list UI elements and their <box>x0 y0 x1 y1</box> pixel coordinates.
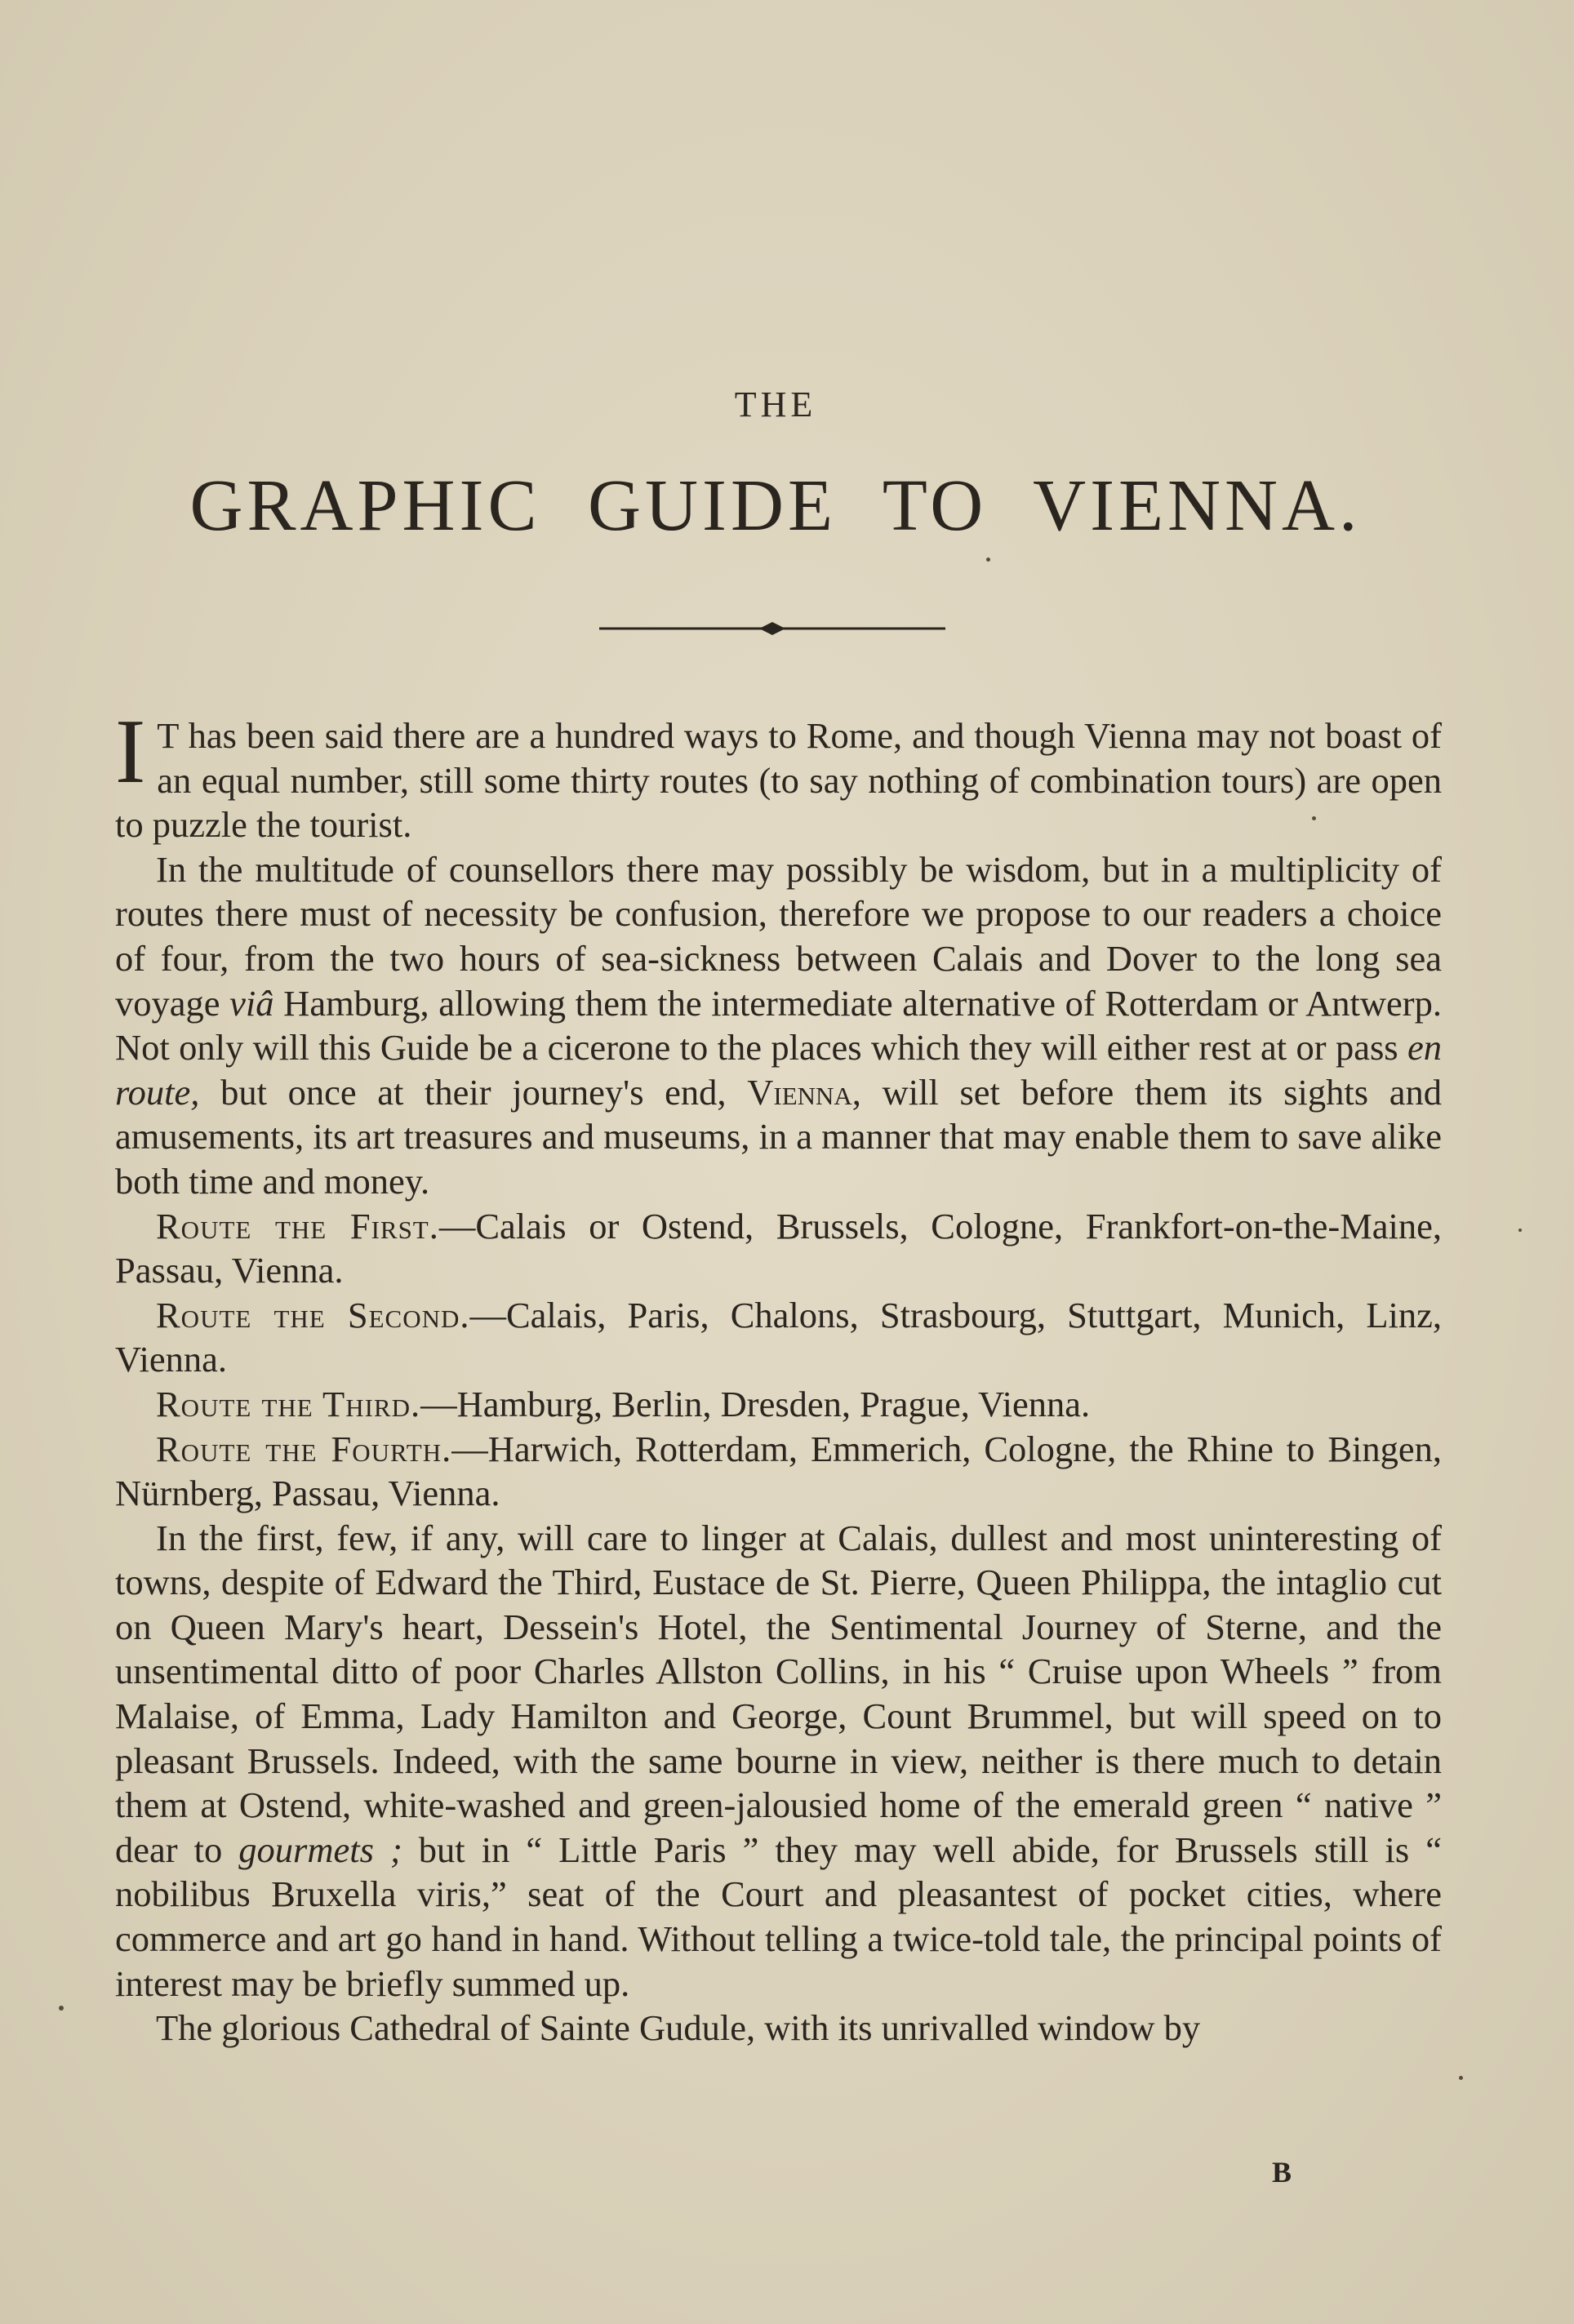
italic-en-route: en route, <box>115 1027 1442 1113</box>
paragraph-calais <box>115 1516 1442 2006</box>
paper-speck <box>1518 1229 1522 1232</box>
vienna-small-caps: Vienna <box>747 1071 852 1113</box>
paragraph-1 <box>115 701 1442 847</box>
route-second-label: Route the Second. <box>156 1294 470 1335</box>
paragraph-1-text: T has been said there are a hundred ways to Rome, and though Vienna may not boast of an equal number, still some thirty routes (to say nothing of combination tours) are open to puzzle the tourist. <box>115 715 1442 846</box>
route-first <box>115 1204 1442 1293</box>
page-title <box>0 464 1551 548</box>
route-second <box>115 1293 1442 1382</box>
route-third-text: —Hamburg, Berlin, Dresden, Prague, Vienna. <box>420 1383 1091 1424</box>
italic-gourmets: gourmets ; <box>238 1829 402 1870</box>
paper-speck <box>986 558 990 562</box>
route-first-text: —Calais or Ostend, Brussels, Cologne, Frankfort-on-the-Maine, Passau, Vienna. <box>115 1205 1442 1291</box>
signature-mark: B <box>1272 2156 1292 2188</box>
italic-via: viâ <box>229 982 274 1024</box>
page-title-text: GRAPHIC GUIDE TO VIENNA. <box>189 465 1362 546</box>
paragraph-calais-part-a: In the first, few, if any, will care to linger at Calais, dullest and most uninteresting of towns, despite of Edward the Third, Eustace de St. Pierre, Queen Philippa, the intaglio cut on Queen Mary's heart, Dessein's Hotel, the Sentimental Journey of Sterne, and the unsentimental ditto of poor Charles Allston Collins, in his “ Cruise upon Wheels ” from Malaise, of Emma, Lady Hamilton and George, Count Brummel, but will speed on to pleasant Brussels. Indeed, with the same bourne in view, neither is there much to detain them at Ostend, white-washed and green-jalousied home of the emerald green “ native ” dear to <box>115 1517 1442 1870</box>
route-third <box>115 1382 1442 1427</box>
paragraph-cathedral <box>115 2006 1442 2051</box>
drop-cap: I <box>115 701 146 802</box>
route-first-label: Route the First. <box>156 1205 439 1246</box>
paper-speck <box>59 2006 64 2011</box>
paper-speck <box>1312 816 1316 820</box>
route-fourth-label: Route the Fourth. <box>156 1428 452 1469</box>
paragraph-2 <box>115 847 1442 1204</box>
paragraph-2-part-c: but once at their journey's end, <box>199 1071 748 1113</box>
route-fourth-text: —Harwich, Rotterdam, Emmerich, Cologne, the Rhine to Bingen, Nürnberg, Passau, Vienna. <box>115 1428 1443 1514</box>
route-second-text: —Calais, Paris, Chalons, Strasbourg, Stuttgart, Munich, Linz, Vienna. <box>115 1294 1442 1380</box>
paragraph-cathedral-text: The glorious Cathedral of Sainte Gudule, with its unrivalled window by <box>156 2007 1201 2049</box>
paragraph-calais-part-b: but in “ Little Paris ” they may well abide, for Brussels still is “ nobilibus Bruxella viris,” seat of the Court and pleasantest of pocket cities, where commerce and art go hand in hand. Without telling a twice-told tale, the principal points of interest may be briefly summed up. <box>115 1829 1442 2004</box>
paragraph-2-part-b: Hamburg, allowing them the intermediate alternative of Rotterdam or Antwerp. Not only will this Guide be a cicerone to the places which they will either rest at or pass <box>115 982 1442 1069</box>
route-fourth <box>115 1427 1442 1516</box>
title-ornament-rule <box>599 620 945 637</box>
paper-speck <box>1459 2076 1463 2080</box>
body-text <box>115 701 1443 2051</box>
paragraph-2-part-a: In the multitude of counsellors there may possibly be wisdom, but in a multiplicity of routes there must of necessity be confusion, therefore we propose to our readers a choice of four, from the two hours of sea-sickness between Calais and Dover to the long sea voyage <box>115 848 1442 1024</box>
route-third-label: Route the Third. <box>156 1383 421 1424</box>
heading-the: THE <box>734 384 817 424</box>
paragraph-2-part-d: , will set before them its sights and amusements, its art treasures and museums, in a manner that may enable them to save alike both time and money. <box>115 1071 1442 1202</box>
